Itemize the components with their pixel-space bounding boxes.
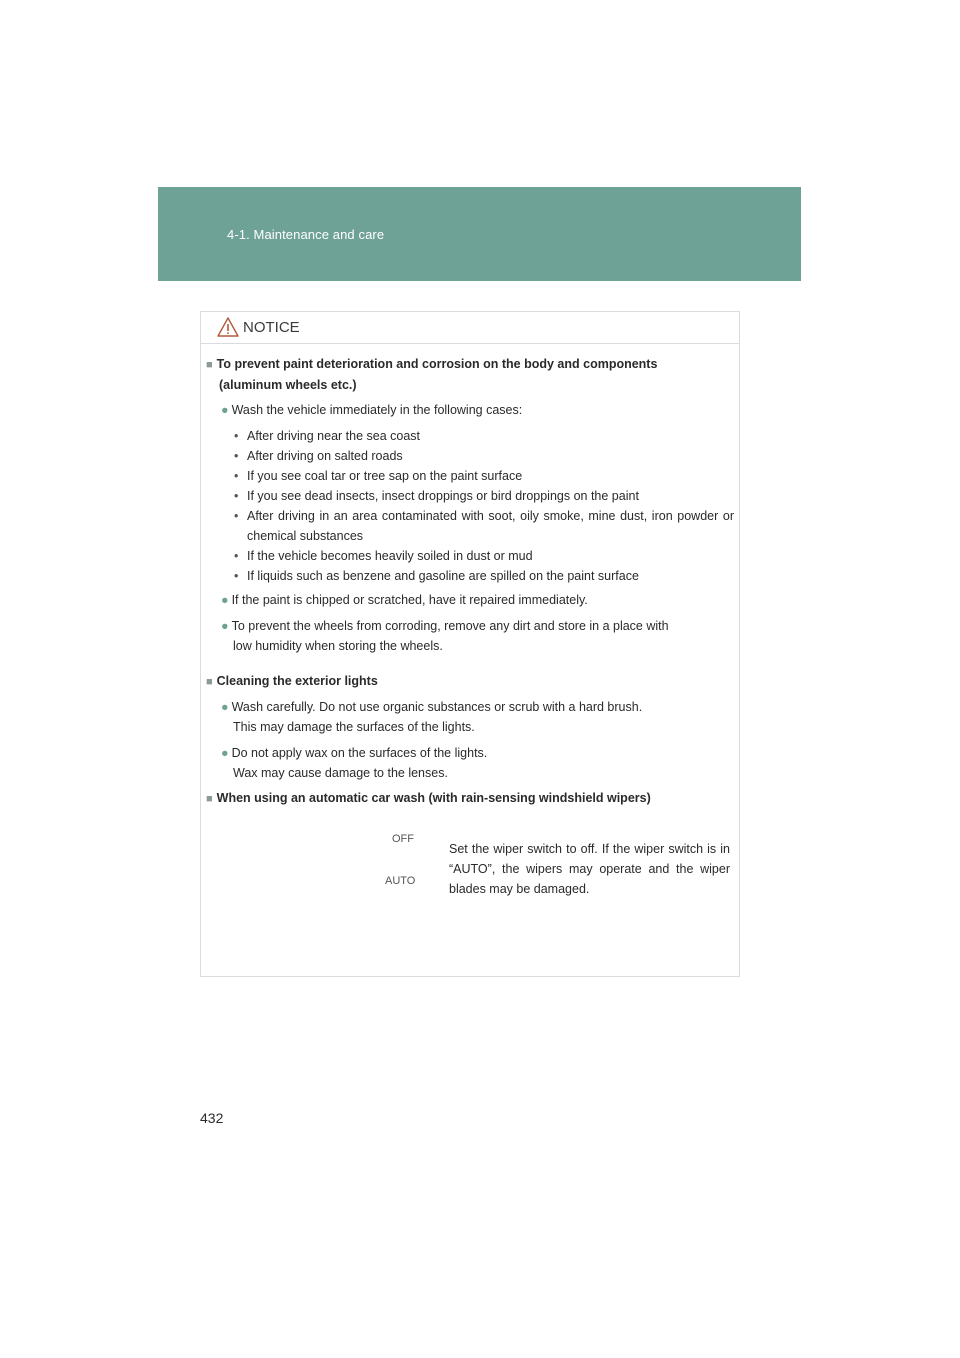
list-item: • If you see dead insects, insect droppings or bird droppings on the paint xyxy=(234,486,734,506)
heading-exterior-lights: ■ Cleaning the exterior lights xyxy=(206,674,378,688)
list-item: ● Wash carefully. Do not use organic substances or scrub with a hard brush. This may damage the surfaces of the lights. xyxy=(221,700,643,734)
round-bullet-icon: ● xyxy=(221,403,229,417)
heading-paint-protection: ■ To prevent paint deterioration and corrosion on the body and components (aluminum wheels etc.) xyxy=(206,357,658,392)
round-bullet-icon: ● xyxy=(221,593,229,607)
section-title: 4-1. Maintenance and care xyxy=(227,227,385,242)
heading-car-wash: ■ When using an automatic car wash (with rain-sensing windshield wipers) xyxy=(206,791,651,805)
list-item: • If you see coal tar or tree sap on the paint surface xyxy=(234,466,734,486)
list-item: • After driving on salted roads xyxy=(234,446,734,466)
wiper-instruction: Set the wiper switch to off. If the wiper switch is in “AUTO”, the wipers may operate and the wiper blades may be damaged. xyxy=(449,842,730,896)
list-item: ● Do not apply wax on the surfaces of the lights. Wax may cause damage to the lenses. xyxy=(221,746,488,780)
list-item: • If the vehicle becomes heavily soiled in dust or mud xyxy=(234,546,734,566)
square-bullet-icon: ■ xyxy=(206,359,213,371)
list-item: ● To prevent the wheels from corroding, remove any dirt and store in a place with low humidity when storing the wheels. xyxy=(221,619,669,653)
wiper-auto-label: AUTO xyxy=(385,875,416,887)
round-bullet-icon: ● xyxy=(221,619,229,633)
notice-header xyxy=(201,312,739,344)
list-item: • If liquids such as benzene and gasoline are spilled on the paint surface xyxy=(234,566,734,586)
list-item: ● If the paint is chipped or scratched, have it repaired immediately. xyxy=(221,593,588,607)
wiper-off-label: OFF xyxy=(392,833,414,845)
round-bullet-icon: ● xyxy=(221,746,229,760)
section-header-band xyxy=(158,187,801,281)
list-item: • After driving in an area contaminated with soot, oily smoke, mine dust, iron powder or chemical substances xyxy=(234,506,734,546)
square-bullet-icon: ■ xyxy=(206,793,213,805)
list-item: • After driving near the sea coast xyxy=(234,426,734,446)
round-bullet-icon: ● xyxy=(221,700,229,714)
warning-triangle-icon xyxy=(217,317,239,337)
list-item: ● Wash the vehicle immediately in the following cases: xyxy=(221,403,523,417)
square-bullet-icon: ■ xyxy=(206,676,213,688)
notice-box xyxy=(200,311,740,977)
notice-title: NOTICE xyxy=(243,319,300,336)
wash-cases-list xyxy=(234,426,734,586)
page-number: 432 xyxy=(200,1110,224,1126)
